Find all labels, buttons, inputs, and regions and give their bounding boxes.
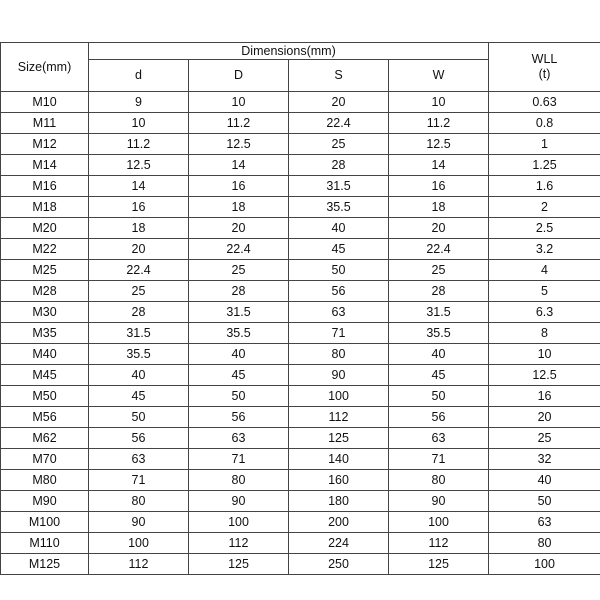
cell-W: 31.5 [389,302,489,323]
cell-W: 28 [389,281,489,302]
cell-d: 10 [89,113,189,134]
cell-size: M28 [1,281,89,302]
table-header [1,43,600,92]
table-body [1,92,600,575]
cell-W: 71 [389,449,489,470]
cell-S: 45 [289,239,389,260]
cell-size: M56 [1,407,89,428]
table-row [1,281,600,302]
cell-D: 45 [189,365,289,386]
cell-S: 224 [289,533,389,554]
table-row [1,134,600,155]
cell-D: 71 [189,449,289,470]
table-row [1,218,600,239]
cell-S: 56 [289,281,389,302]
cell-size: M14 [1,155,89,176]
cell-W: 63 [389,428,489,449]
cell-W: 125 [389,554,489,575]
cell-S: 140 [289,449,389,470]
cell-size: M30 [1,302,89,323]
cell-W: 45 [389,365,489,386]
wll-header-label: WLL [531,52,558,66]
wll-column-header [489,43,600,92]
cell-size: M10 [1,92,89,113]
cell-D: 22.4 [189,239,289,260]
cell-wll: 100 [489,554,600,575]
cell-D: 25 [189,260,289,281]
table-row [1,449,600,470]
cell-D: 50 [189,386,289,407]
table-row [1,344,600,365]
cell-D: 18 [189,197,289,218]
table-row [1,365,600,386]
cell-d: 14 [89,176,189,197]
cell-size: M18 [1,197,89,218]
cell-S: 160 [289,470,389,491]
cell-W: 100 [389,512,489,533]
D-column-header: D [189,60,289,92]
cell-d: 71 [89,470,189,491]
cell-size: M62 [1,428,89,449]
cell-size: M25 [1,260,89,281]
cell-d: 20 [89,239,189,260]
cell-d: 31.5 [89,323,189,344]
cell-W: 11.2 [389,113,489,134]
cell-W: 35.5 [389,323,489,344]
size-column-header: Size(mm) [1,43,89,92]
cell-wll: 0.63 [489,92,600,113]
cell-wll: 40 [489,470,600,491]
cell-d: 9 [89,92,189,113]
cell-W: 22.4 [389,239,489,260]
cell-D: 100 [189,512,289,533]
cell-W: 14 [389,155,489,176]
W-column-header: W [389,60,489,92]
cell-wll: 2.5 [489,218,600,239]
cell-d: 35.5 [89,344,189,365]
cell-S: 20 [289,92,389,113]
cell-S: 250 [289,554,389,575]
table-row [1,239,600,260]
cell-S: 50 [289,260,389,281]
cell-S: 63 [289,302,389,323]
table-row [1,491,600,512]
cell-d: 22.4 [89,260,189,281]
wll-header-unit: (t) [538,67,551,81]
cell-wll: 1.25 [489,155,600,176]
cell-S: 100 [289,386,389,407]
cell-wll: 5 [489,281,600,302]
cell-D: 14 [189,155,289,176]
cell-size: M110 [1,533,89,554]
cell-D: 90 [189,491,289,512]
cell-wll: 1 [489,134,600,155]
cell-D: 28 [189,281,289,302]
cell-W: 18 [389,197,489,218]
cell-size: M22 [1,239,89,260]
cell-wll: 12.5 [489,365,600,386]
cell-d: 112 [89,554,189,575]
dimensions-table [0,42,600,575]
cell-W: 16 [389,176,489,197]
cell-wll: 25 [489,428,600,449]
cell-D: 11.2 [189,113,289,134]
cell-D: 80 [189,470,289,491]
cell-W: 112 [389,533,489,554]
cell-size: M125 [1,554,89,575]
cell-S: 28 [289,155,389,176]
table-row [1,428,600,449]
cell-S: 35.5 [289,197,389,218]
cell-wll: 10 [489,344,600,365]
cell-S: 80 [289,344,389,365]
table-row [1,260,600,281]
S-column-header: S [289,60,389,92]
table-row [1,407,600,428]
table-row [1,533,600,554]
table-row [1,92,600,113]
table-row [1,323,600,344]
cell-wll: 32 [489,449,600,470]
cell-d: 45 [89,386,189,407]
cell-D: 125 [189,554,289,575]
dimensions-group-header: Dimensions(mm) [89,43,489,60]
table-row [1,155,600,176]
cell-wll: 8 [489,323,600,344]
cell-wll: 50 [489,491,600,512]
cell-wll: 1.6 [489,176,600,197]
cell-d: 80 [89,491,189,512]
cell-D: 35.5 [189,323,289,344]
cell-W: 90 [389,491,489,512]
cell-d: 18 [89,218,189,239]
cell-d: 25 [89,281,189,302]
cell-size: M12 [1,134,89,155]
cell-S: 125 [289,428,389,449]
cell-size: M100 [1,512,89,533]
table-row [1,386,600,407]
cell-wll: 0.8 [489,113,600,134]
cell-S: 40 [289,218,389,239]
table-row [1,197,600,218]
cell-size: M11 [1,113,89,134]
cell-size: M35 [1,323,89,344]
cell-wll: 16 [489,386,600,407]
cell-wll: 63 [489,512,600,533]
cell-wll: 4 [489,260,600,281]
cell-W: 80 [389,470,489,491]
cell-S: 22.4 [289,113,389,134]
cell-d: 16 [89,197,189,218]
cell-size: M45 [1,365,89,386]
cell-wll: 2 [489,197,600,218]
cell-size: M40 [1,344,89,365]
cell-d: 11.2 [89,134,189,155]
table-row [1,302,600,323]
cell-size: M50 [1,386,89,407]
cell-wll: 80 [489,533,600,554]
cell-wll: 3.2 [489,239,600,260]
cell-d: 12.5 [89,155,189,176]
d-column-header: d [89,60,189,92]
cell-W: 40 [389,344,489,365]
table-row [1,512,600,533]
cell-d: 90 [89,512,189,533]
cell-W: 12.5 [389,134,489,155]
cell-d: 40 [89,365,189,386]
table-row [1,470,600,491]
cell-S: 71 [289,323,389,344]
cell-D: 12.5 [189,134,289,155]
cell-D: 20 [189,218,289,239]
cell-d: 28 [89,302,189,323]
cell-D: 112 [189,533,289,554]
cell-D: 31.5 [189,302,289,323]
cell-D: 56 [189,407,289,428]
cell-W: 20 [389,218,489,239]
cell-wll: 20 [489,407,600,428]
cell-D: 10 [189,92,289,113]
table-row [1,113,600,134]
cell-W: 25 [389,260,489,281]
cell-d: 63 [89,449,189,470]
cell-S: 200 [289,512,389,533]
table-row [1,554,600,575]
cell-S: 180 [289,491,389,512]
cell-size: M20 [1,218,89,239]
cell-W: 50 [389,386,489,407]
cell-size: M70 [1,449,89,470]
cell-W: 10 [389,92,489,113]
cell-d: 100 [89,533,189,554]
cell-D: 16 [189,176,289,197]
cell-size: M80 [1,470,89,491]
table-row [1,176,600,197]
cell-size: M90 [1,491,89,512]
cell-d: 50 [89,407,189,428]
cell-D: 63 [189,428,289,449]
cell-D: 40 [189,344,289,365]
cell-wll: 6.3 [489,302,600,323]
cell-S: 31.5 [289,176,389,197]
cell-W: 56 [389,407,489,428]
cell-size: M16 [1,176,89,197]
cell-S: 25 [289,134,389,155]
cell-S: 112 [289,407,389,428]
cell-d: 56 [89,428,189,449]
cell-S: 90 [289,365,389,386]
